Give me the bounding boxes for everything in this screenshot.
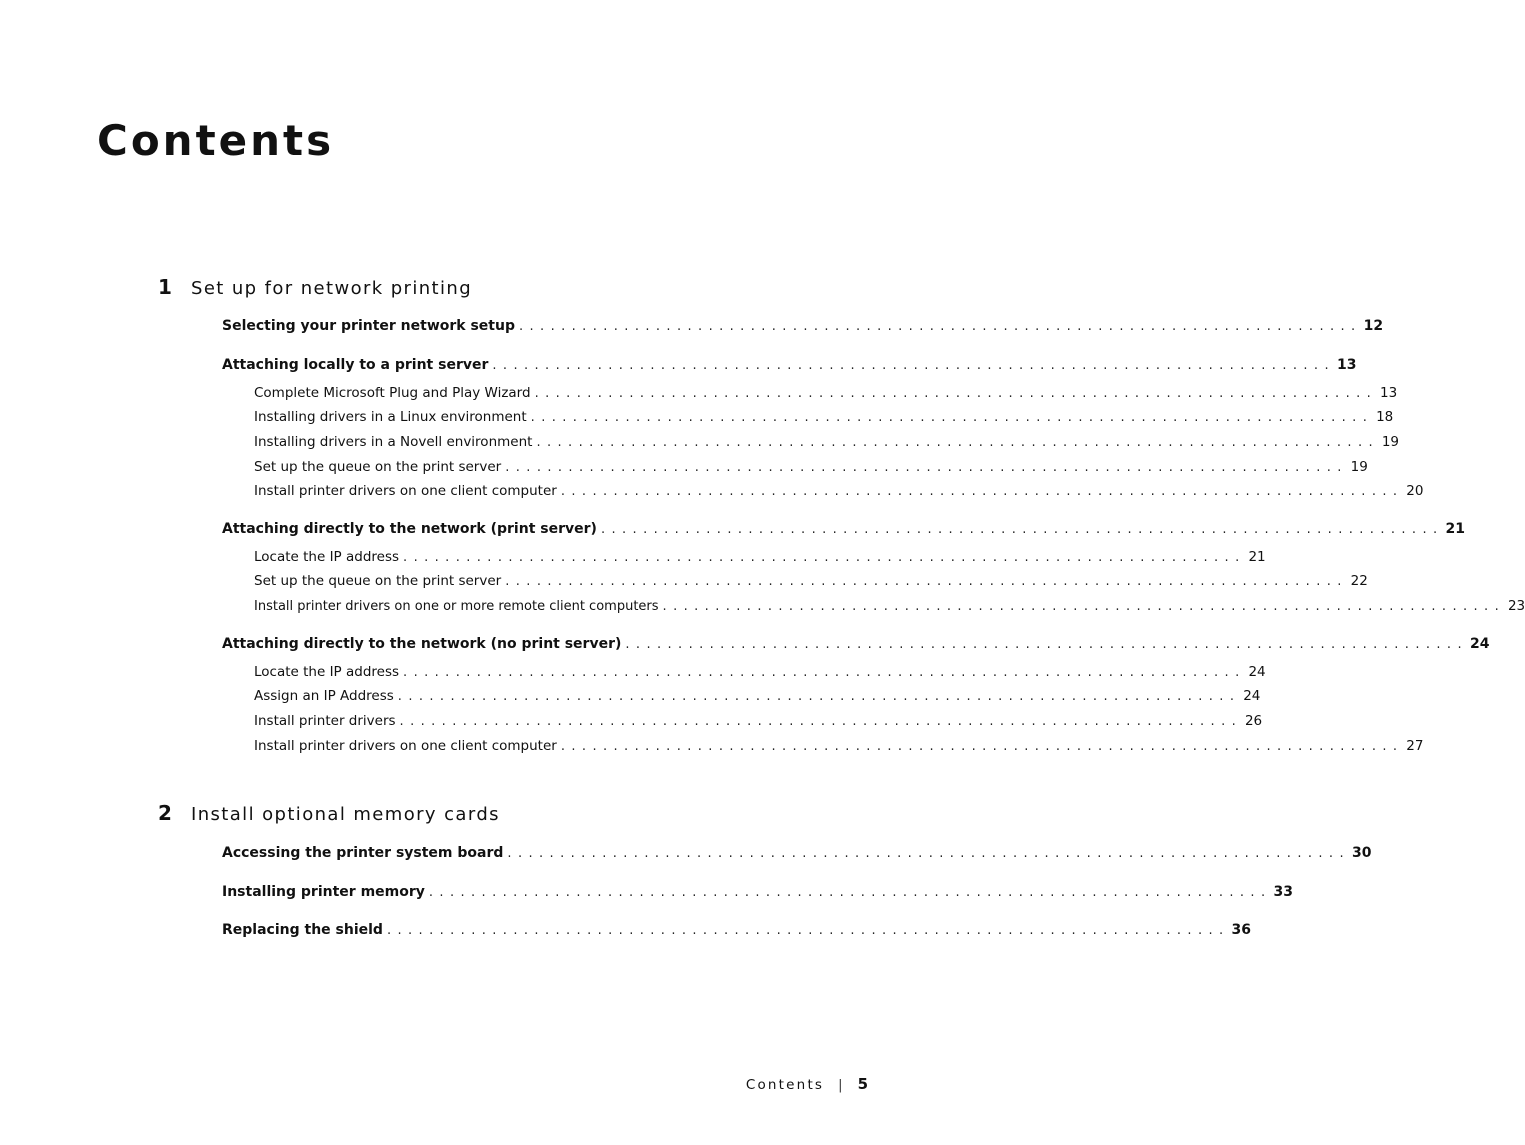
page-footer xyxy=(746,1075,868,1093)
toc-entry-label: Install printer drivers on one or more remote client computers xyxy=(254,599,659,614)
toc-entry[interactable] xyxy=(254,664,1266,686)
dot-leader: ................................................................................ xyxy=(428,885,1272,900)
toc-entry-page: 24 xyxy=(1469,636,1490,652)
dot-leader: ................................................................................ xyxy=(507,846,1350,861)
toc-entry-page: 21 xyxy=(1248,549,1266,565)
toc-entry[interactable] xyxy=(254,409,1394,431)
toc-entry-page: 36 xyxy=(1231,922,1252,938)
toc-entry[interactable] xyxy=(222,845,1372,867)
dot-leader: ................................................................................ xyxy=(534,386,1378,401)
toc-entry-label: Complete Microsoft Plug and Play Wizard xyxy=(254,385,531,401)
toc-entry-page: 23 xyxy=(1507,598,1525,614)
toc-entry-label: Install printer drivers on one client computer xyxy=(254,483,557,499)
dot-leader: ................................................................................ xyxy=(492,358,1335,373)
toc-entry-page: 13 xyxy=(1336,357,1357,373)
toc-entry-label: Install printer drivers xyxy=(254,713,396,729)
toc-entry-label: Set up the queue on the print server xyxy=(254,573,502,589)
toc-entry[interactable] xyxy=(254,385,1398,407)
toc-entry-label: Installing drivers in a Linux environment xyxy=(254,409,527,425)
toc-entry-page: 12 xyxy=(1363,318,1384,334)
toc-entry-label: Set up the queue on the print server xyxy=(254,459,502,475)
toc-entry[interactable] xyxy=(222,521,1466,543)
page-number: 5 xyxy=(857,1075,868,1093)
toc-entry-page: 18 xyxy=(1376,409,1394,425)
dot-leader: ................................................................................ xyxy=(403,665,1246,680)
toc-entry-label: Attaching directly to the network (print server) xyxy=(222,521,597,537)
toc-entry-page: 27 xyxy=(1406,738,1424,754)
dot-leader: ................................................................................ xyxy=(662,599,1506,614)
toc-entry-page: 19 xyxy=(1381,434,1400,450)
footer-label: Contents xyxy=(745,1077,825,1093)
toc-entry[interactable] xyxy=(254,713,1263,735)
toc-entry[interactable] xyxy=(254,598,1525,620)
toc-entry-page: 30 xyxy=(1352,845,1372,861)
toc-entry-label: Locate the IP address xyxy=(254,549,400,565)
page-title: Contents xyxy=(97,116,335,165)
toc-entry-page: 20 xyxy=(1406,483,1424,499)
chapter-number: 2 xyxy=(158,801,172,825)
toc-entry-label: Accessing the printer system board xyxy=(222,845,504,861)
toc-entry-page: 21 xyxy=(1445,521,1466,537)
chapter-title: Install optional memory cards xyxy=(191,804,500,825)
toc-entry[interactable] xyxy=(254,434,1400,456)
dot-leader: ................................................................................ xyxy=(560,739,1404,754)
toc-entry-label: Installing drivers in a Novell environment xyxy=(254,434,533,450)
dot-leader: ................................................................................ xyxy=(505,574,1348,589)
toc-entry-label: Selecting your printer network setup xyxy=(222,318,515,334)
dot-leader: ................................................................................ xyxy=(403,550,1246,565)
toc-entry[interactable] xyxy=(254,459,1368,481)
dot-leader: ................................................................................ xyxy=(505,460,1348,475)
toc-entry[interactable] xyxy=(222,884,1293,906)
toc-entry-page: 19 xyxy=(1350,459,1368,475)
toc-entry-label: Attaching directly to the network (no print server) xyxy=(222,636,622,652)
toc-entry-label: Locate the IP address xyxy=(254,664,400,680)
chapter-title: Set up for network printing xyxy=(191,278,473,299)
dot-leader: ................................................................................ xyxy=(560,484,1404,499)
chapter-heading-1 xyxy=(158,275,718,305)
dot-leader: ................................................................................ xyxy=(386,923,1230,938)
toc-entry-page: 26 xyxy=(1244,713,1263,729)
toc-entry-label: Installing printer memory xyxy=(222,884,425,900)
toc-entry[interactable] xyxy=(222,357,1357,379)
toc-entry[interactable] xyxy=(254,573,1368,595)
toc-entry[interactable] xyxy=(254,738,1424,760)
toc-entry-page: 13 xyxy=(1379,385,1398,401)
toc-entry-page: 24 xyxy=(1248,664,1266,680)
toc-entry-page: 24 xyxy=(1243,688,1261,704)
toc-entry-label: Attaching locally to a print server xyxy=(222,357,489,373)
toc-entry-label: Install printer drivers on one client computer xyxy=(254,738,557,754)
toc-entry-label: Assign an IP Address xyxy=(254,688,394,704)
toc-entry-page: 22 xyxy=(1350,573,1368,589)
toc-entry[interactable] xyxy=(222,318,1384,340)
footer-separator: | xyxy=(838,1078,843,1093)
toc-entry-label: Replacing the shield xyxy=(222,922,383,938)
toc-entry-page: 33 xyxy=(1273,884,1293,900)
chapter-number: 1 xyxy=(158,275,172,299)
dot-leader: ................................................................................ xyxy=(625,637,1468,652)
dot-leader: ................................................................................ xyxy=(536,435,1380,450)
dot-leader: ................................................................................ xyxy=(397,689,1241,704)
toc-entry[interactable] xyxy=(254,549,1266,571)
chapter-heading-2 xyxy=(158,801,718,831)
toc-entry[interactable] xyxy=(222,636,1490,658)
toc-entry[interactable] xyxy=(254,688,1261,710)
dot-leader: ................................................................................ xyxy=(399,714,1243,729)
toc-entry[interactable] xyxy=(254,483,1424,505)
dot-leader: ................................................................................ xyxy=(600,522,1444,537)
toc-entry[interactable] xyxy=(222,922,1252,944)
dot-leader: ................................................................................ xyxy=(518,319,1362,334)
dot-leader: ................................................................................ xyxy=(530,410,1374,425)
